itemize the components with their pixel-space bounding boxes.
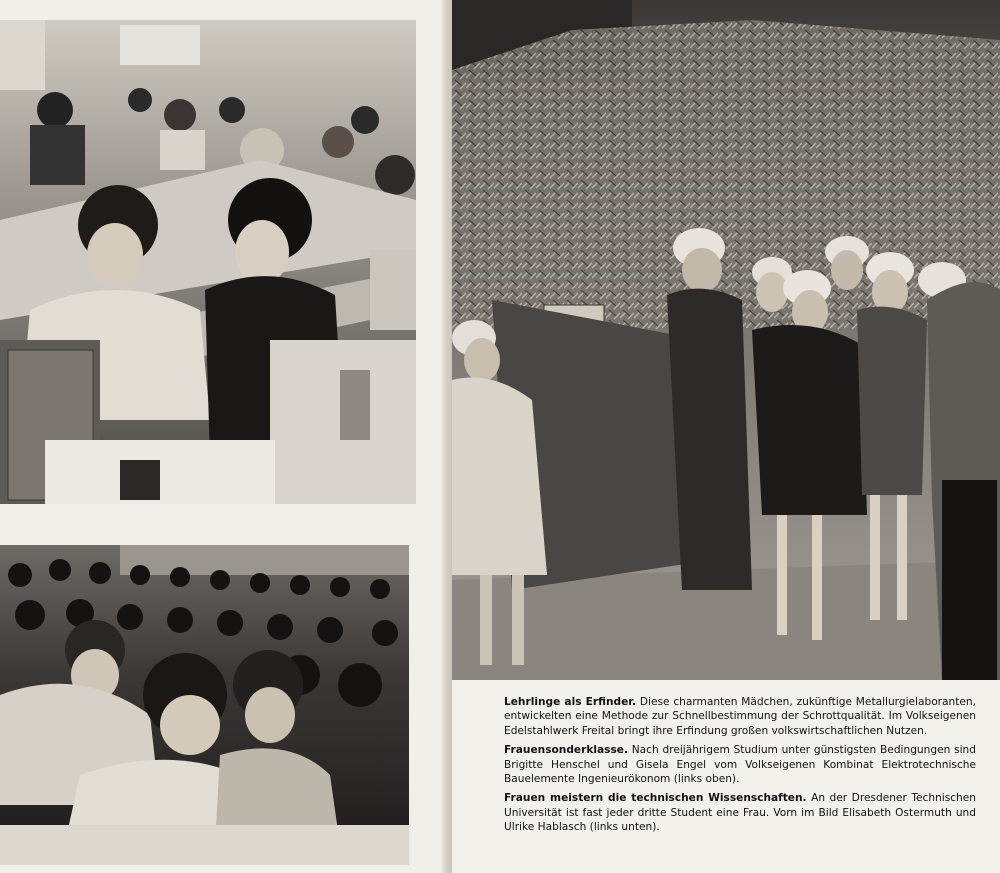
caption-title: Frauen meistern die technischen Wissenschaften. (504, 792, 807, 805)
caption-block (504, 695, 976, 840)
caption-text: Diese charmanten Mädchen, zukünftige Metallurgielaboranten, entwickelten eine Methode zur Schnellbestimmung der Schrottqualität. Im Volkseigenen Edelstahlwerk Freital bringt ihre Erfindung großen volkswirtschaftlichen Nutzen. (504, 696, 976, 737)
caption-text: An der Dresdener Technischen Universität ist fast jeder dritte Student eine Frau. Vorn im Bild Elisabeth Ostermuth und Ulrike Hablasch (links unten). (504, 792, 976, 834)
caption-text: Nach dreijährigem Studium unter günstigsten Bedingungen sind Brigitte Henschel und Gisela Engel vom Volkseigenen Kombinat Elektrotechnische Bauelemente Ingenieurökonom (links oben). (504, 744, 976, 786)
photo-lecture-hall (0, 545, 409, 865)
caption-women-class (504, 743, 976, 786)
caption-title: Lehrlinge als Erfinder. (504, 696, 637, 708)
left-page (0, 0, 450, 873)
caption-technical-sciences (504, 791, 976, 834)
photo-electronics-lab (0, 20, 416, 504)
caption-scrap-apprentices (504, 695, 976, 738)
right-page (452, 0, 1000, 873)
photo-scrap-yard-apprentices (452, 0, 1000, 680)
caption-title: Frauensonderklasse. (504, 744, 628, 757)
book-gutter (440, 0, 452, 873)
